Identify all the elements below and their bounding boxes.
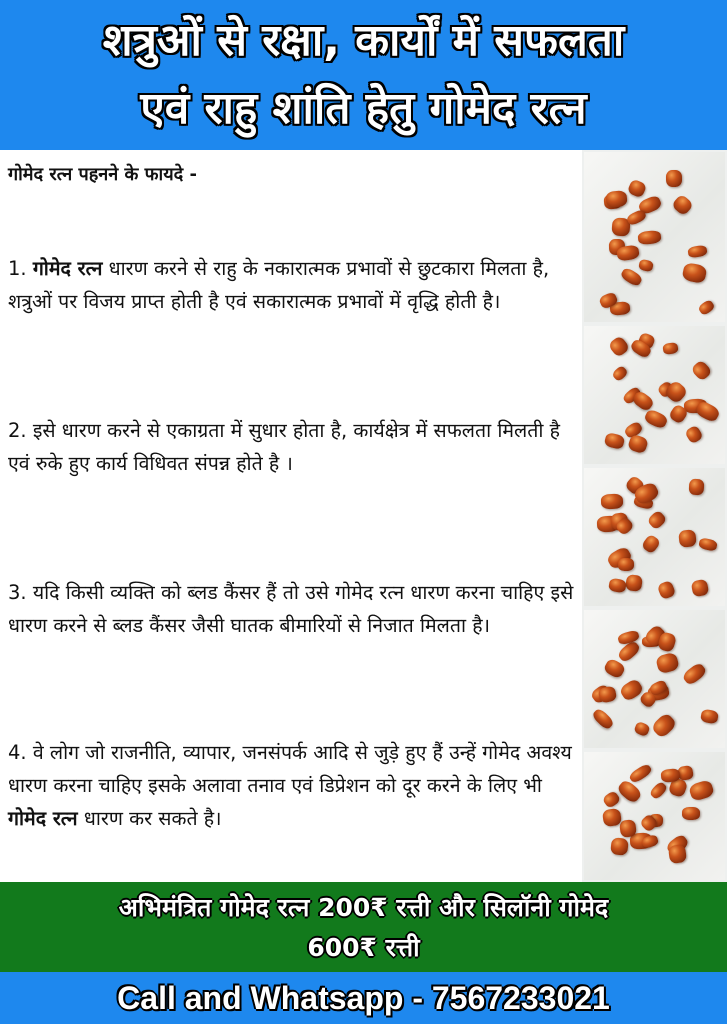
gemstone-icon — [633, 721, 650, 737]
title-line-1: शत्रुओं से रक्षा, कार्यों में सफलता — [102, 15, 625, 66]
gemstone-icon — [637, 230, 661, 245]
gemstone-icon — [616, 244, 640, 261]
gemstone-icon — [616, 778, 643, 804]
benefits-heading: गोमेद रत्न पहनने के फायदे - — [8, 164, 197, 185]
point-number: 4. — [8, 741, 27, 764]
gemstone-icon — [602, 790, 622, 809]
gemstone-icon — [678, 529, 697, 548]
point-bold-text: गोमेद रत्न — [8, 807, 78, 830]
point-number: 2. — [8, 419, 27, 442]
header-banner — [0, 0, 727, 150]
benefit-point-3 — [8, 576, 578, 642]
gemstone-icon — [627, 434, 649, 455]
gemstone-icon — [618, 558, 634, 571]
benefits-section — [0, 150, 582, 882]
offer-line-1: अभिमंत्रित गोमेद रत्न 200₹ रत्ती और सिलॉनी गोमेद — [118, 893, 609, 922]
contact-text: Call and Whatsapp - 7567233021 — [117, 980, 610, 1016]
gemstone-photo — [584, 468, 725, 606]
gemstone-icon — [638, 259, 654, 273]
gemstone-photo — [584, 152, 725, 322]
gemstone-icon — [643, 408, 669, 430]
gemstone-icon — [601, 494, 624, 510]
title-line-2: एवं राहु शांति हेतु गोमेद रत्न — [140, 83, 587, 134]
gemstone-photo — [584, 752, 725, 880]
point-text: इसे धारण करने से एकाग्रता में सुधार होता है, कार्यक्षेत्र में सफलता मिलती है एवं रुके हुए कार्य विधिवत संपन्न होते है । — [8, 419, 560, 475]
offer-line-2: 600₹ रत्ती — [307, 933, 420, 962]
contact-banner — [0, 972, 727, 1024]
point-number: 3. — [8, 581, 27, 604]
gemstone-icon — [668, 844, 687, 864]
gemstone-icon — [671, 193, 694, 216]
benefit-point-4 — [8, 736, 578, 835]
gemstone-icon — [650, 712, 678, 740]
gemstone-icon — [655, 652, 680, 675]
gemstone-icon — [666, 170, 682, 187]
benefit-point-1 — [8, 252, 578, 318]
offer-banner — [0, 882, 727, 972]
gemstone-icon — [625, 574, 643, 592]
gemstone-icon — [691, 579, 710, 598]
point-text: धारण करने से राहु के नकारात्मक प्रभावों से छुटकारा मिलता है, शत्रुओं पर विजय प्राप्त होती है एवं सकारात्मक प्रभावों में वृद्धि होती है। — [8, 257, 550, 313]
gemstone-icon — [627, 178, 648, 198]
gemstone-icon — [698, 537, 718, 552]
gemstone-icon — [605, 190, 627, 208]
gemstone-icon — [697, 299, 716, 317]
point-text: यदि किसी व्यक्ति को ब्लड कैंसर हैं तो उसे गोमेद रत्न धारण करना चाहिए इसे धारण करने से ब्लड कैंसर जैसी घातक बीमारियों से निजात मिलता है। — [8, 581, 574, 637]
point-text: वे लोग जो राजनीति, व्यापार, जनसंपर्क आदि से जुड़े हुए हैं उन्हें गोमेद अवश्य धारण करना चाहिए इसके अलावा तनाव एवं डिप्रेशन को दूर करने के लिए भी — [8, 741, 572, 797]
gemstone-icon — [687, 245, 707, 259]
point-bold-text: गोमेद रत्न — [32, 257, 103, 280]
gemstone-icon — [690, 359, 713, 382]
gemstone-icon — [591, 707, 615, 731]
point-text-after: धारण कर सकते है। — [83, 807, 222, 830]
gemstone-photo — [584, 610, 725, 748]
gemstone-icon — [662, 342, 679, 355]
gemstone-icon — [700, 709, 719, 725]
gemstone-icon — [604, 432, 626, 450]
gemstone-icon — [598, 685, 618, 703]
gemstone-icon — [694, 399, 721, 423]
gemstone-icon — [688, 779, 715, 802]
gemstone-icon — [611, 365, 629, 383]
gemstone-icon — [684, 424, 704, 444]
gemstone-icon — [607, 335, 630, 358]
point-number: 1. — [8, 257, 27, 280]
gemstone-icon — [657, 580, 677, 600]
gemstone-icon — [689, 479, 705, 496]
gemstone-icon — [682, 807, 700, 820]
gemstone-icon — [628, 763, 653, 785]
benefit-point-2 — [8, 414, 578, 480]
gemstone-icon — [626, 208, 648, 226]
gemstone-icon — [608, 578, 627, 594]
gemstone-photo-strip — [582, 150, 727, 882]
gemstone-icon — [646, 509, 667, 530]
gemstone-icon — [681, 661, 708, 686]
gemstone-icon — [610, 837, 629, 856]
gemstone-icon — [649, 781, 669, 801]
gemstone-icon — [641, 533, 662, 554]
gemstone-photo — [584, 326, 725, 464]
gemstone-icon — [681, 262, 707, 284]
